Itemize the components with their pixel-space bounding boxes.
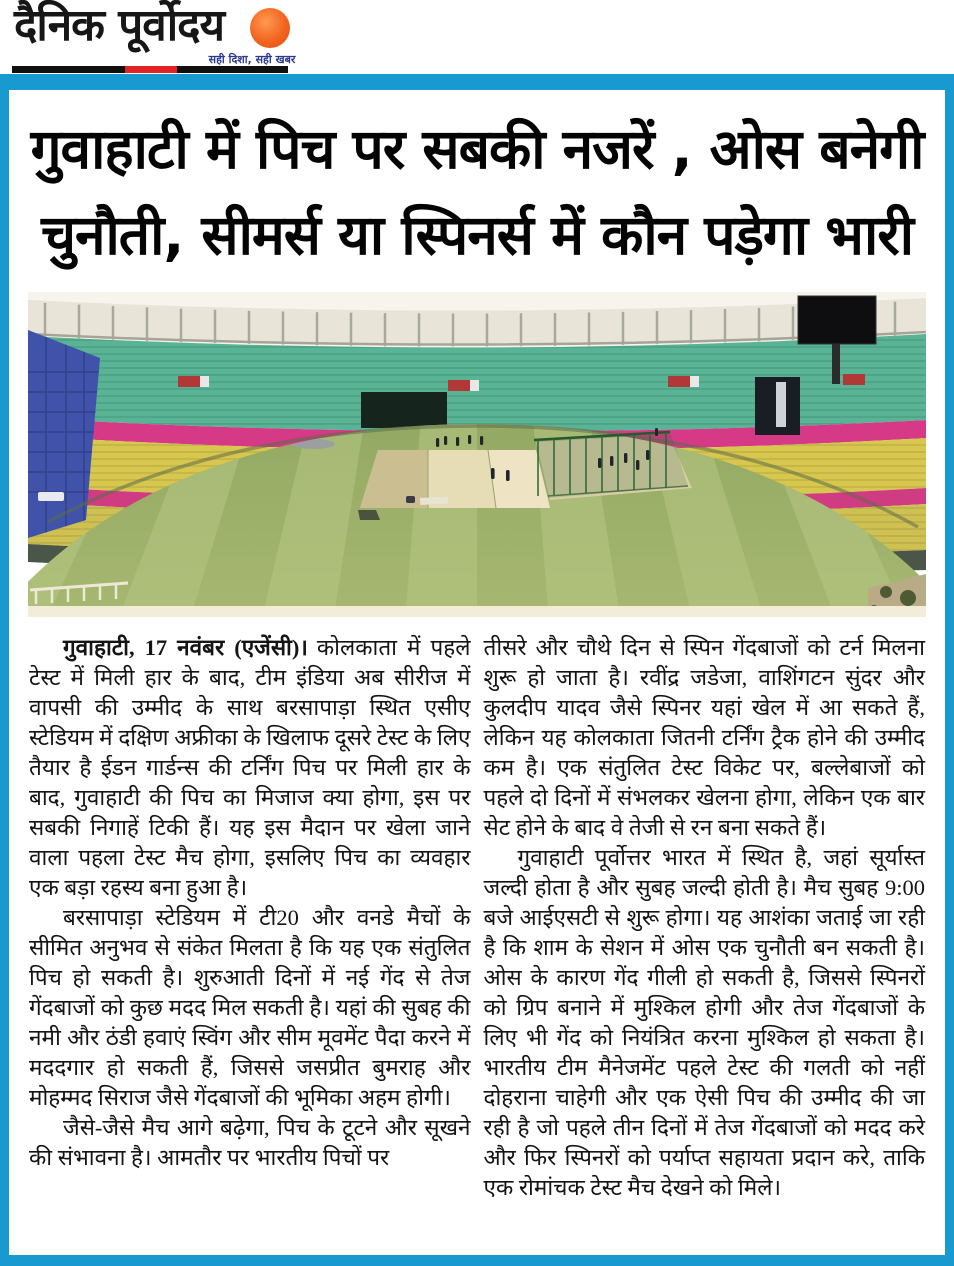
paragraph-1-text: कोलकाता में पहले टेस्ट में मिली हार के बाद, टीम इंडिया अब सीरीज में वापसी की उम्मीद के साथ बरसापाड़ा स्थित एसीए स्टेडियम में दक्षिण अफ्रीका के खिलाफ दूसरे टेस्ट के लिए तैयार है ईडन गार्डन्स की टर्निंग पिच पर मिली हार के बाद, गुवाहाटी की पिच का मिजाज क्या होगा, इस पर सबकी निगाहें टिकी हैं। यह इस मैदान पर खेला जाने वाला पहला टेस्ट मैच होगा, इसलिए पिच का व्यवहार एक बड़ा रहस्य बना हुआ है। <box>29 635 471 900</box>
paragraph-3-continued: तीसरे और चौथे दिन से स्पिन गेंदबाजों को टर्न मिलना शुरू हो जाता है। रवींद्र जडेजा, वाशिंगटन सुंदर और कुलदीप यादव जैसे स्पिनर यहां खेल में आ सकते हैं, लेकिन यह कोलकाता जितनी टर्निंग ट्रैक होने की उम्मीद कम है। एक संतुलित टेस्ट विकेट पर, बल्लेबाजों को पहले दो दिनों में संभलकर खेलना होगा, लेकिन एक बार सेट होने के बाद वे तेजी से रन बना सकते हैं। <box>483 635 925 840</box>
stadium-photo-graphic <box>28 292 926 617</box>
stadium-photo <box>28 292 926 617</box>
masthead-badge <box>125 66 177 73</box>
sun-logo-icon <box>250 8 290 48</box>
paragraph-4: गुवाहाटी पूर्वोत्तर भारत में स्थित है, जहां सूर्यास्त जल्दी होता है और सुबह जल्दी होती है। मैच सुबह 9:00 बजे आईएसटी से शुरू होगा। यह आशंका जताई जा रही है कि शाम के सेशन में ओस एक चुनौती बन सकती है। ओस के कारण गेंद गीली हो सकती है, जिससे स्पिनरों को ग्रिप बनाने में मुश्किल होगी और तेज गेंदबाजों के लिए भी गेंद को नियंत्रित करना मुश्किल हो सकता है। भारतीय टीम मैनेजमेंट पहले टेस्ट की गलती को नहीं दोहराना चाहेगी और एक ऐसी पिच की उम्मीद की जा रही है जो पहले तीन दिनों में तेज गेंदबाजों को मदद करे और फिर स्पिनरों को पर्याप्त सहायता प्रदान करे, ताकि एक रोमांचक टेस्ट मैच देखने को मिले। <box>483 845 925 1200</box>
paragraph-1 <box>29 633 471 903</box>
dateline: गुवाहाटी, 17 नवंबर (एजेंसी)। <box>63 635 308 660</box>
newspaper-logo <box>14 0 296 66</box>
article-column-right <box>484 633 926 1203</box>
paragraph-3: जैसे-जैसे मैच आगे बढ़ेगा, पिच के टूटने और सूखने की संभावना है। आमतौर पर भारतीय पिचों पर <box>29 1115 471 1170</box>
content-frame <box>0 74 954 1266</box>
masthead-tagline: सही दिशा, सही खबर <box>208 53 296 66</box>
masthead-rule <box>12 66 288 73</box>
paragraph-2: बरसापाड़ा स्टेडियम में टी20 और वनडे मैचों के सीमित अनुभव से संकेत मिलता है कि यह एक संतुलित पिच हो सकती है। शुरुआती दिनों में नई गेंद से तेज गेंदबाजों को कुछ मदद मिल सकती है। यहां की सुबह की नमी और ठंडी हवाएं स्विंग और सीम मूवमेंट पैदा करने में मददगार हो सकती हैं, जिससे जसप्रीत बुमराह और मोहम्मद सिराज जैसे गेंदबाजों की भूमिका अहम होगी। <box>29 905 471 1110</box>
newspaper-title: दैनिक पूर्वोदय <box>14 0 225 51</box>
masthead <box>0 0 954 74</box>
right-sightscreen-structure <box>755 377 800 435</box>
photo-bottom-strip <box>28 606 926 617</box>
center-sightscreen <box>361 392 447 428</box>
article-body <box>9 633 945 1203</box>
article-column-left <box>29 633 471 1203</box>
headline-line-2: चुनौती, सीमर्स या स्पिनर्स में कौन पड़ेगा भारी <box>41 203 913 267</box>
headline-line-1: गुवाहाटी में पिच पर सबकी नजरें , ओस बनेगी <box>30 117 924 181</box>
article-headline <box>9 90 945 282</box>
